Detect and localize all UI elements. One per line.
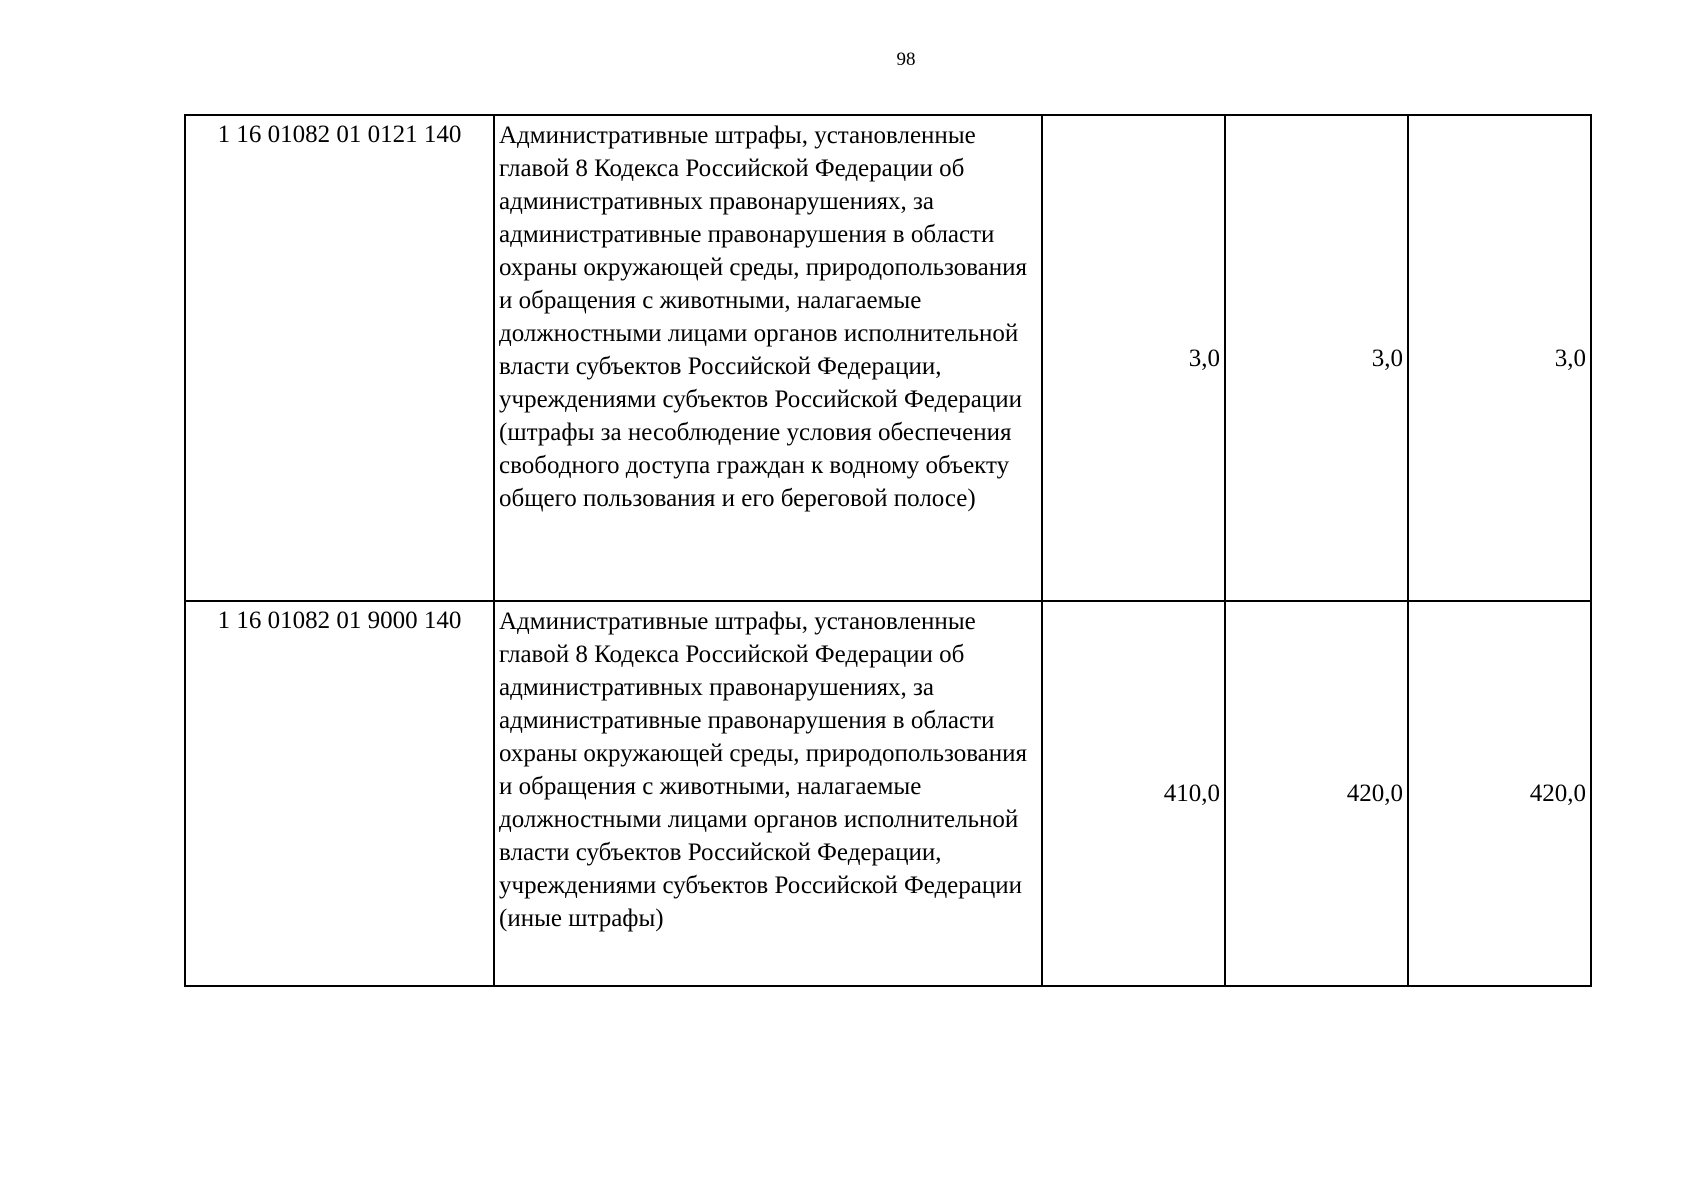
amount-year-1: 3,0 (1042, 115, 1225, 601)
table-row (185, 601, 1591, 986)
budget-revenue-table (184, 114, 1592, 987)
budget-classification-code: 1 16 01082 01 0121 140 (185, 115, 494, 601)
revenue-description: Административные штрафы, установленные главой 8 Кодекса Российской Федерации об административных правонарушениях, за административные правонарушения в области охраны окружающей среды, природопользования и обращения с животными, налагаемые должностными лицами органов исполнительной власти субъектов Российской Федерации, учреждениями субъектов Российской Федерации (штрафы за несоблюдение условия обеспечения свободного доступа граждан к водному объекту общего пользования и его береговой полосе) (494, 115, 1042, 601)
page-number: 98 (896, 49, 916, 70)
amount-year-3: 3,0 (1408, 115, 1591, 601)
amount-year-3: 420,0 (1408, 601, 1591, 986)
revenue-description: Административные штрафы, установленные главой 8 Кодекса Российской Федерации об административных правонарушениях, за административные правонарушения в области охраны окружающей среды, природопользования и обращения с животными, налагаемые должностными лицами органов исполнительной власти субъектов Российской Федерации, учреждениями субъектов Российской Федерации (иные штрафы) (494, 601, 1042, 986)
amount-year-1: 410,0 (1042, 601, 1225, 986)
table-row (185, 115, 1591, 601)
budget-classification-code: 1 16 01082 01 9000 140 (185, 601, 494, 986)
amount-year-2: 420,0 (1225, 601, 1408, 986)
amount-year-2: 3,0 (1225, 115, 1408, 601)
